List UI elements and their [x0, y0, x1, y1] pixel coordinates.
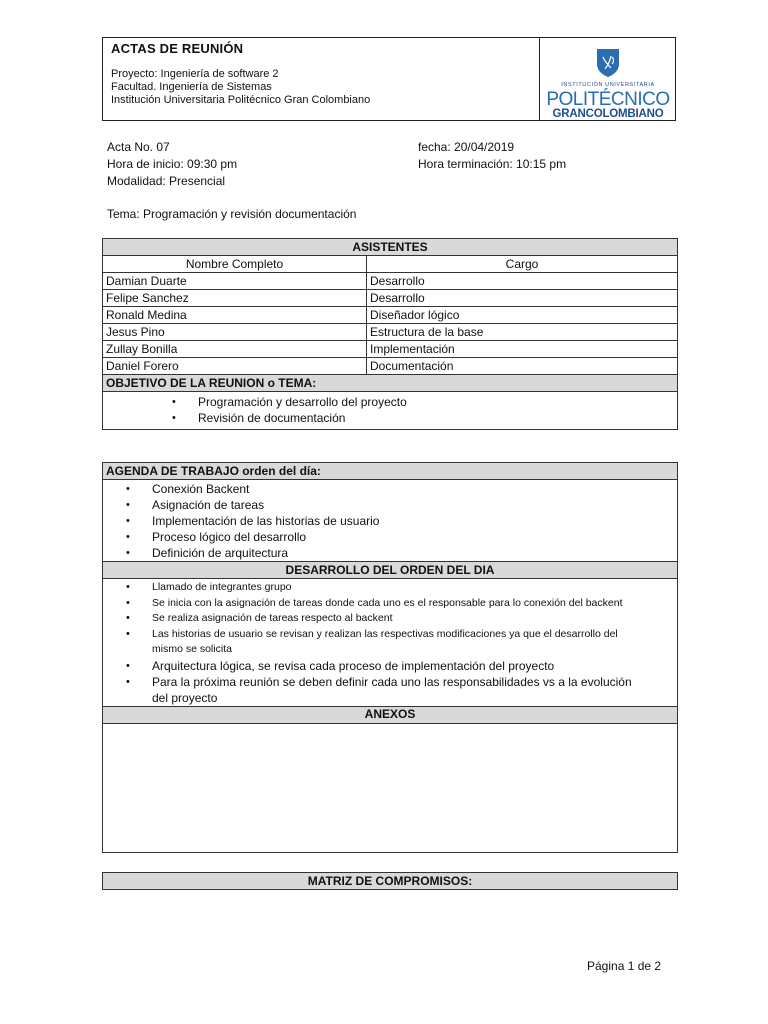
- modalidad: Modalidad: Presencial: [107, 174, 226, 188]
- agenda-list: [152, 481, 674, 561]
- agenda-title: AGENDA DE TRABAJO orden del día:: [103, 463, 678, 480]
- anexos-body: [103, 723, 678, 852]
- fecha: fecha: 20/04/2019: [418, 140, 515, 154]
- objetivo-list: [198, 394, 674, 426]
- cargo-cell: Documentación: [367, 358, 678, 375]
- nombre-cell: Jesus Pino: [103, 324, 367, 341]
- table-row: [103, 358, 678, 375]
- acta-number: Acta No. 07: [107, 140, 170, 154]
- institution-logo: [546, 46, 670, 120]
- logo-cell: [540, 38, 675, 120]
- nombre-cell: Felipe Sanchez: [103, 290, 367, 307]
- matriz-title: MATRIZ DE COMPROMISOS:: [103, 873, 678, 890]
- hora-terminacion: Hora terminación: 10:15 pm: [418, 157, 567, 171]
- logo-institution: INSTITUCIÓN UNIVERSITARIA: [561, 82, 655, 88]
- objetivo-body: [103, 392, 678, 430]
- asistentes-title: ASISTENTES: [103, 239, 678, 256]
- list-item: • Las historias de usuario se revisan y realizan las respectivas modificaciones ya que el desarrollo del mismo se solicita: [152, 627, 647, 658]
- col-cargo-header: Cargo: [367, 256, 678, 273]
- faculty-line: Facultad. Ingeniería de Sistemas: [111, 81, 272, 93]
- document-header: [102, 37, 676, 121]
- asistentes-table: [102, 238, 678, 430]
- header-info: [103, 38, 540, 120]
- list-item: • Proceso lógico del desarrollo: [152, 529, 674, 545]
- table-row: [103, 290, 678, 307]
- cargo-cell: Diseñador lógico: [367, 307, 678, 324]
- list-item: • Se realiza asignación de tareas respecto al backent: [152, 611, 647, 627]
- project-line: Proyecto: Ingeniería de software 2: [111, 68, 279, 80]
- cargo-cell: Desarrollo: [367, 290, 678, 307]
- table-row: [103, 307, 678, 324]
- hora-inicio: Hora de inicio: 09:30 pm: [107, 157, 238, 171]
- list-item: • Asignación de tareas: [152, 497, 674, 513]
- desarrollo-title: DESARROLLO DEL ORDEN DEL DIA: [103, 562, 678, 579]
- list-item: • Se inicia con la asignación de tareas donde cada uno es el responsable para lo conexión del backent: [152, 596, 647, 612]
- list-item: • Arquitectura lógica, se revisa cada proceso de implementación del proyecto: [152, 658, 647, 674]
- logo-subname: GRANCOLOMBIANO: [552, 108, 664, 120]
- list-item: • Para la próxima reunión se deben definir cada uno las responsabilidades vs a la evolución del proyecto: [152, 674, 647, 706]
- list-item: • Implementación de las historias de usuario: [152, 513, 674, 529]
- col-nombre-header: Nombre Completo: [103, 256, 367, 273]
- list-item: • Llamado de integrantes grupo: [152, 580, 647, 596]
- nombre-cell: Ronald Medina: [103, 307, 367, 324]
- matriz-table: [102, 872, 678, 890]
- desarrollo-body: [103, 579, 678, 707]
- nombre-cell: Daniel Forero: [103, 358, 367, 375]
- cargo-cell: Desarrollo: [367, 273, 678, 290]
- list-item: • Definición de arquitectura: [152, 545, 674, 561]
- nombre-cell: Zullay Bonilla: [103, 341, 367, 358]
- list-item: • Programación y desarrollo del proyecto: [198, 394, 674, 410]
- tema: Tema: Programación y revisión documentación: [107, 207, 357, 221]
- desarrollo-list: [152, 580, 647, 706]
- anexos-title: ANEXOS: [103, 706, 678, 723]
- table-row: [103, 324, 678, 341]
- table-row: [103, 273, 678, 290]
- cargo-cell: Implementación: [367, 341, 678, 358]
- list-item: • Conexión Backent: [152, 481, 674, 497]
- table-row: [103, 341, 678, 358]
- nombre-cell: Damian Duarte: [103, 273, 367, 290]
- shield-icon: [596, 48, 620, 78]
- logo-name: POLITÉCNICO: [546, 89, 670, 110]
- objetivo-title: OBJETIVO DE LA REUNION o TEMA:: [103, 375, 678, 392]
- list-item: • Revisión de documentación: [198, 410, 674, 426]
- document-title: ACTAS DE REUNIÓN: [111, 41, 244, 56]
- agenda-body: [103, 480, 678, 562]
- institution-line: Institución Universitaria Politécnico Gran Colombiano: [111, 94, 371, 106]
- agenda-table: [102, 462, 678, 853]
- cargo-cell: Estructura de la base: [367, 324, 678, 341]
- page-number: Página 1 de 2: [587, 959, 662, 973]
